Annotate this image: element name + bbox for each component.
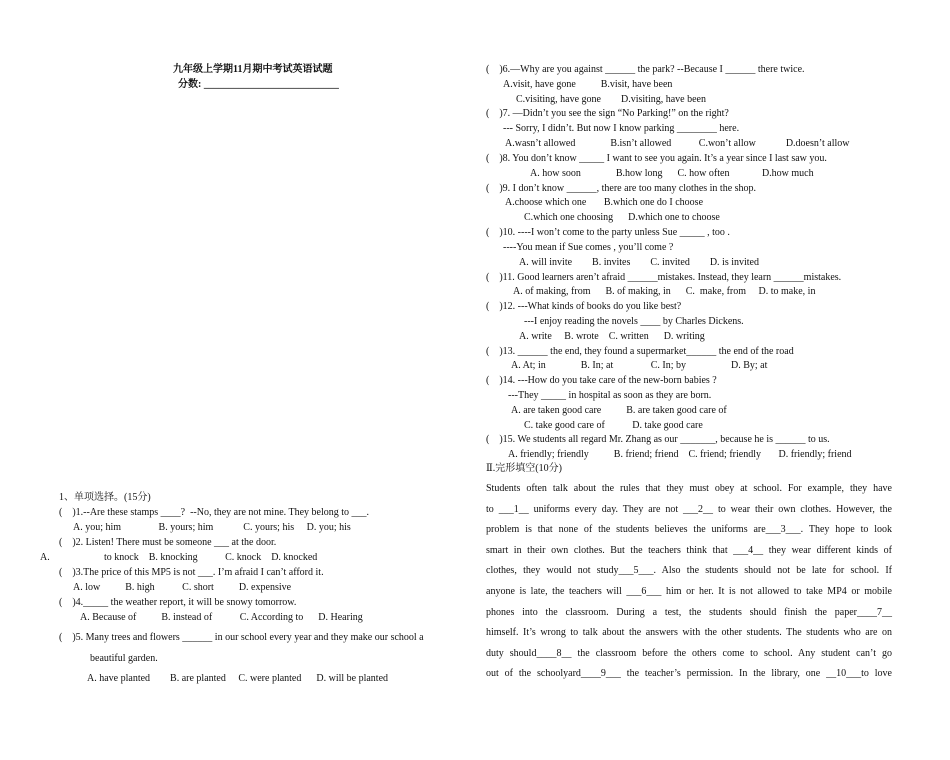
question-line: ( )13. ______ the end, they found a supermarket______ the end of the road bbox=[486, 346, 794, 357]
question-line: ---They _____ in hospital as soon as they are born. bbox=[508, 390, 712, 401]
passage-line: himself. It’s wrong to talk about the answers with the other students. The students who are on bbox=[486, 627, 892, 639]
question-line: ( )6.—Why are you against ______ the park? --Because I ______ there twice. bbox=[486, 64, 805, 75]
question-line: ( )8. You don’t know _____ I want to see you again. It’s a year since I last saw you. bbox=[486, 153, 827, 164]
question-line: A. you; him B. yours; him C. yours; his D. you; his bbox=[73, 522, 351, 533]
question-line: ( )4._____ the weather report, it will be snowy tomorrow. bbox=[59, 597, 297, 608]
question-line: A. are taken good care B. are taken good care of bbox=[511, 405, 727, 416]
question-line: ( )2. Listen! There must be someone ___ at the door. bbox=[59, 537, 277, 548]
score-line: 分数: ___________________________ bbox=[178, 79, 339, 90]
question-line: A.wasn’t allowed B.isn’t allowed C.won’t allow D.doesn’t allow bbox=[505, 138, 850, 149]
passage-line: problem is that none of the students believes the uniforms are___3___. They hope to look bbox=[486, 524, 892, 536]
question-line: --- Sorry, I didn’t. But now I know parking ________ here. bbox=[503, 123, 740, 134]
question-line: A. will invite B. invites C. invited D. is invited bbox=[519, 257, 759, 268]
question-line: ( )3.The price of this MP5 is not ___. I’m afraid I can’t afford it. bbox=[59, 567, 324, 578]
passage-line: smart in their own clothes. But the teachers think that ___4__ they wear different kinds of bbox=[486, 544, 892, 556]
exam-title: 九年级上学期11月期中考试英语试题 bbox=[173, 64, 333, 75]
question-line: ( )1.--Are these stamps ____? --No, they are not mine. They belong to ___. bbox=[59, 507, 370, 518]
question-line: A. At; in B. In; at C. In; by D. By; at bbox=[511, 360, 768, 371]
cloze-passage bbox=[486, 479, 892, 685]
question-line: A. friendly; friendly B. friend; friend C. friend; friendly D. friendly; friend bbox=[508, 449, 852, 460]
question-line: A.choose which one B.which one do I choose bbox=[505, 197, 704, 208]
question-line: ( )12. ---What kinds of books do you like best? bbox=[486, 301, 682, 312]
passage-line: clothes, they would not study___5___. Also the students should not be late for school. If bbox=[486, 565, 892, 577]
question-line: ( )15. We students all regard Mr. Zhang as our _______, because he is ______ to us. bbox=[486, 434, 830, 445]
question-line: A. have planted B. are planted C. were planted D. will be planted bbox=[87, 673, 389, 684]
question-line: ----You mean if Sue comes , you’ll come ? bbox=[503, 242, 674, 253]
question-line: A. bbox=[40, 552, 50, 563]
question-line: ( )7. —Didn’t you see the sign “No Parking!” on the right? bbox=[486, 108, 729, 119]
question-line: ( )14. ---How do you take care of the new-born babies ? bbox=[486, 375, 717, 386]
question-line: ( )9. I don’t know ______, there are too many clothes in the shop. bbox=[486, 183, 757, 194]
question-line: A. of making, from B. of making, in C. make, from D. to make, in bbox=[513, 286, 816, 297]
question-line: ( )10. ----I won’t come to the party unless Sue _____ , too . bbox=[486, 227, 730, 238]
section-2-heading: Ⅱ.完形填空(10分) bbox=[486, 463, 562, 474]
question-line: beautiful garden. bbox=[90, 653, 158, 664]
question-line: C.visiting, have gone D.visiting, have been bbox=[516, 94, 706, 105]
question-line: C. take good care of D. take good care bbox=[524, 420, 703, 431]
passage-line: Students often talk about the rules that they must obey at school. For example, they have bbox=[486, 483, 892, 494]
passage-line: duty should____8__ the classroom before the others come to school. Any student can’t go bbox=[486, 647, 892, 659]
question-line: to knock B. knocking C. knock D. knocked bbox=[104, 552, 318, 563]
passage-line: phones into the classroom. During a test, the students should finish the paper____7__ bbox=[486, 606, 892, 618]
question-line: A. how soon B.how long C. how often D.how much bbox=[530, 168, 814, 179]
question-line: ( )5. Many trees and flowers ______ in our school every year and they make our school a bbox=[59, 632, 424, 643]
question-line: A. low B. high C. short D. expensive bbox=[73, 582, 292, 593]
question-line: A.visit, have gone B.visit, have been bbox=[503, 79, 673, 90]
question-line: C.which one choosing D.which one to choose bbox=[524, 212, 720, 223]
passage-line: anyone is late, the teachers will ___6___ him or her. It is not allowed to take MP4 or mobile bbox=[486, 585, 892, 597]
passage-line: out of the schoolyard____9___ the teacher’s permission. In the library, one __10___to love bbox=[486, 668, 892, 680]
passage-line: to ___1__ uniforms every day. They are not ___2__ to wear their own clothes. However, the bbox=[486, 503, 892, 515]
question-line: A. Because of B. instead of C. According to D. Hearing bbox=[80, 612, 363, 623]
question-line: ( )11. Good learners aren’t afraid ______mistakes. Instead, they learn ______mistakes. bbox=[486, 272, 842, 283]
question-line: A. write B. wrote C. written D. writing bbox=[519, 331, 705, 342]
question-line: ---I enjoy reading the novels ____ by Charles Dickens. bbox=[524, 316, 744, 327]
section-1-heading: 1、单项选择。(15分) bbox=[59, 492, 151, 503]
